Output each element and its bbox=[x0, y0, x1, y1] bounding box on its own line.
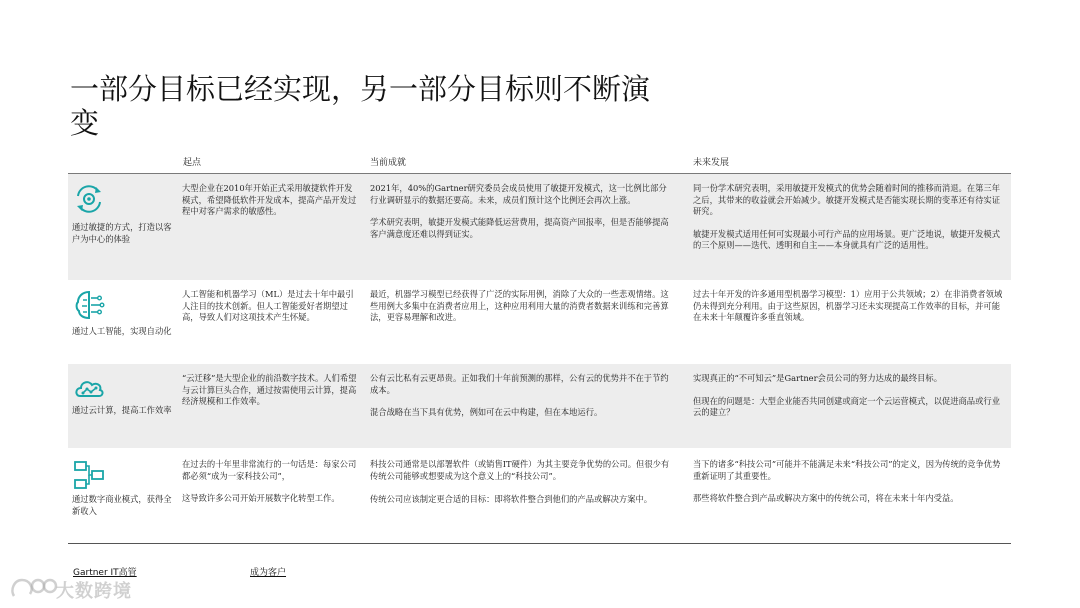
ai-brain-icon bbox=[72, 288, 106, 322]
table-row bbox=[68, 364, 1011, 448]
watermark-text: 大数跨境 bbox=[56, 581, 132, 602]
start-cell bbox=[182, 289, 357, 335]
future-text: 敏捷开发模式适用任何可实现最小可行产品的应用场景。更广泛地说，敏捷开发模式的三个原则——迭代、透明和自主——本身就具有广泛的适用性。 bbox=[693, 228, 1000, 251]
future-cell bbox=[693, 289, 1003, 335]
future-cell bbox=[693, 459, 1003, 516]
current-text: 公有云比私有云更昂贵。正如我们十年前预测的那样，公有云的优势并不在于节约成本。 bbox=[370, 373, 669, 395]
future-cell bbox=[693, 373, 1003, 430]
start-text: “云迁移”是大型企业的前沿数字技术。人们希望与云计算巨头合作，通过按需使用云计算，提高经济规模和工作效率。 bbox=[182, 373, 357, 407]
current-cell bbox=[370, 289, 670, 335]
digital-business-flow-icon bbox=[72, 458, 106, 492]
table-row bbox=[68, 174, 1011, 280]
start-cell bbox=[182, 373, 357, 419]
current-cell bbox=[370, 373, 670, 430]
page-title: 一部分目标已经实现，另一部分目标则不断演变 bbox=[70, 72, 651, 140]
column-header-future: 未来发展 bbox=[693, 158, 730, 168]
column-header-current: 当前成就 bbox=[370, 158, 407, 168]
current-text: 学术研究表明，敏捷开发模式能降低运营费用，提高资产回报率，但是否能够提高客户满意度还难以得到证实。 bbox=[370, 217, 669, 239]
future-text: 但现在的问题是：大型企业能否共同创建或商定一个云运营模式，以促进商品或行业云的建立？ bbox=[693, 395, 1000, 418]
future-text: 当下的诸多“科技公司”可能并不能满足未来“科技公司”的定义，因为传统的竞争优势重新证明了其重要性。 bbox=[693, 459, 1001, 481]
column-header-start: 起点 bbox=[183, 158, 202, 168]
future-text: 同一份学术研究表明，采用敏捷开发模式的优势会随着时间的推移而消退。在第三年之后，其带来的收益就会开始减少。敏捷开发模式是否能实现长期的变革还有待实证研究。 bbox=[693, 183, 1000, 217]
start-cell bbox=[182, 459, 357, 516]
start-text: 大型企业在2010年开始正式采用敏捷软件开发模式，希望降低软件开发成本，提高产品开发过程中对客户需求的敏感性。 bbox=[182, 183, 357, 217]
agile-gear-cycle-icon bbox=[72, 182, 106, 216]
become-client-link[interactable]: 成为客户 bbox=[250, 568, 287, 578]
future-text: 那些将软件整合到产品或解决方案中的传统公司，将在未来十年内受益。 bbox=[693, 493, 959, 504]
current-cell bbox=[370, 459, 670, 517]
current-text: 传统公司应该制定更合适的目标：即将软件整合到他们的产品或解决方案中。 bbox=[370, 494, 653, 505]
cloud-network-icon bbox=[72, 372, 106, 406]
table-row bbox=[68, 450, 1011, 542]
table-row bbox=[68, 280, 1011, 362]
start-text: 在过去的十年里非常流行的一句话是：每家公司都必须“成为一家科技公司”， bbox=[182, 459, 357, 481]
start-text: 人工智能和机器学习（ML）是过去十年中最引人注目的技术创新。但人工智能爱好者期望过高，导致人们对这项技术产生怀疑。 bbox=[182, 289, 354, 323]
current-cell bbox=[370, 183, 670, 251]
gartner-it-executives-link[interactable]: Gartner IT高管 bbox=[73, 568, 137, 578]
footer-divider bbox=[68, 543, 1011, 544]
current-text: 混合战略在当下具有优势，例如可在云中构建，但在本地运行。 bbox=[370, 407, 603, 418]
current-text: 2021年，40%的Gartner研究委员会成员使用了敏捷开发模式，这一比例比部分行业调研显示的数据还要高。未来，成员们预计这个比例还会再次上涨。 bbox=[370, 183, 667, 205]
start-cell bbox=[182, 183, 357, 229]
current-text: 科技公司通常是以部署软件（或销售IT硬件）为其主要竞争优势的公司。但很少有传统公司能够或想要成为这个意义上的“科技公司”。 bbox=[370, 459, 670, 481]
future-text: 过去十年开发的许多通用型机器学习模型：1）应用于公共领域；2）在非消费者领域仍未得到充分利用。由于这些原因，机器学习还未实现提高工作效率的目标，并可能在未来十年颠覆许多垂直领域。 bbox=[693, 289, 1003, 323]
future-text: 实现真正的“不可知云”是Gartner会员公司的努力达成的最终目标。 bbox=[693, 373, 943, 383]
row-label: 通过数字商业模式，获得全新收入 bbox=[72, 494, 172, 516]
current-text: 最近，机器学习模型已经获得了广泛的实际用例，消除了大众的一些悲观情绪。这些用例大多集中在消费者应用上，这种应用利用大量的消费者数据来训练和完善算法，更容易理解和改进。 bbox=[370, 289, 669, 323]
row-label: 通过敏捷的方式，打造以客户为中心的体验 bbox=[72, 222, 172, 244]
start-text: 这导致许多公司开始开展数字化转型工作。 bbox=[182, 493, 340, 504]
row-label: 通过云计算，提高工作效率 bbox=[72, 405, 172, 415]
future-cell bbox=[693, 183, 1003, 263]
row-label: 通过人工智能，实现自动化 bbox=[72, 326, 172, 336]
